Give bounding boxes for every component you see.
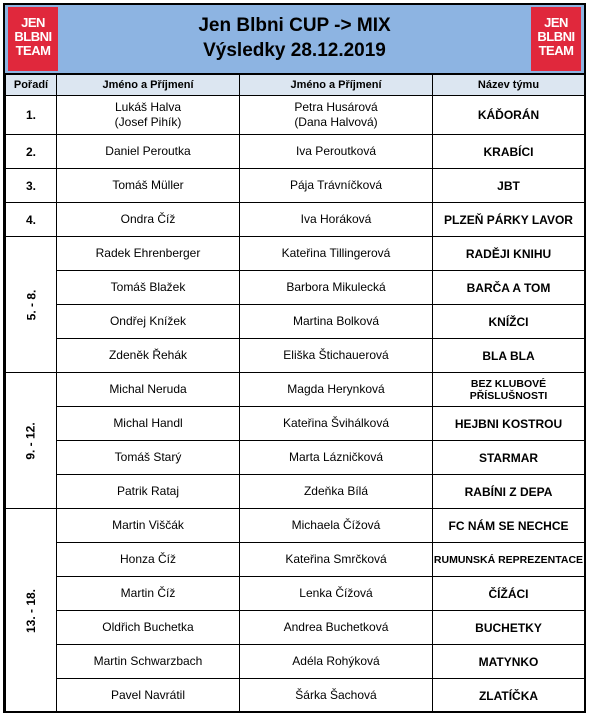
player1-cell <box>57 203 240 237</box>
player1-cell <box>57 543 240 577</box>
team-name-cell: FC NÁM SE NECHCE <box>433 509 585 543</box>
player2-cell <box>240 135 433 169</box>
results-sheet <box>3 3 586 713</box>
player1-cell <box>57 577 240 611</box>
team-name-cell: STARMAR <box>433 441 585 475</box>
player-name: Iva Horáková <box>300 212 372 226</box>
player1-cell <box>57 271 240 305</box>
player-name: Kateřina Tillingerová <box>281 246 391 260</box>
player-name: Lukáš Halva <box>114 100 182 114</box>
team-name-cell: BEZ KLUBOVÉ PŘÍSLUŠNOSTI <box>433 373 585 407</box>
column-header-player1: Jméno a Příjmení <box>57 75 240 96</box>
player2-cell <box>240 373 433 407</box>
table-row <box>6 96 585 135</box>
player2-cell <box>240 577 433 611</box>
logo-line: TEAM <box>538 43 574 58</box>
page-title: Jen Blbni CUP -> MIX <box>198 15 391 36</box>
team-name-cell: RABÍNI Z DEPA <box>433 475 585 509</box>
team-name-cell: MATYNKO <box>433 645 585 679</box>
player-name: Michal Neruda <box>109 382 187 396</box>
results-body <box>6 96 585 713</box>
player-name: Martina Bolková <box>292 314 380 328</box>
player-name: Ondřej Knížek <box>109 314 187 328</box>
player-name: Pavel Navrátil <box>110 688 186 702</box>
rank-label: 2. <box>25 144 36 159</box>
player-name: Honza Číž <box>119 552 177 566</box>
rank-cell <box>6 169 57 203</box>
table-row <box>6 611 585 645</box>
player-name: Zdeněk Řehák <box>108 348 188 362</box>
player2-cell <box>240 441 433 475</box>
player1-cell <box>57 339 240 373</box>
team-name-cell: KÁĎORÁN <box>433 96 585 135</box>
results-table <box>5 74 585 713</box>
player-name: Marta Lázničková <box>288 450 384 464</box>
rank-label: 4. <box>25 212 36 227</box>
player-name: Pája Trávníčková <box>289 178 383 192</box>
player-name: Šárka Šachová <box>295 688 377 702</box>
logo-line: BLBNI <box>14 29 52 44</box>
player-name: Eliška Štichauerová <box>283 348 389 362</box>
player1-cell <box>57 407 240 441</box>
team-logo-left <box>8 7 58 71</box>
column-header-player2: Jméno a Příjmení <box>240 75 433 96</box>
table-row <box>6 237 585 271</box>
player-name: Tomáš Blažek <box>110 280 186 294</box>
player2-cell <box>240 271 433 305</box>
player1-cell <box>57 305 240 339</box>
player-name: Petra Husárová <box>294 100 378 114</box>
table-row <box>6 441 585 475</box>
player-name: Michaela Čížová <box>291 518 381 532</box>
rank-label: 1. <box>25 108 36 122</box>
player-name: Zdeňka Bílá <box>303 484 369 498</box>
player2-cell <box>240 611 433 645</box>
table-row <box>6 509 585 543</box>
team-name-cell: BLA BLA <box>433 339 585 373</box>
player-name: Oldřich Buchetka <box>102 620 194 634</box>
column-header-row <box>6 75 585 96</box>
player2-cell <box>240 645 433 679</box>
table-row <box>6 339 585 373</box>
rank-label: 13. - 18. <box>24 588 38 633</box>
player2-cell <box>240 169 433 203</box>
player2-cell <box>240 679 433 713</box>
player1-cell <box>57 645 240 679</box>
player2-cell <box>240 96 433 135</box>
table-row <box>6 271 585 305</box>
player-name: Kateřina Smrčková <box>285 552 387 566</box>
player-name: Tomáš Starý <box>114 450 182 464</box>
player-name: Magda Herynková <box>287 382 385 396</box>
player1-cell <box>57 237 240 271</box>
player1-cell <box>57 135 240 169</box>
team-name-cell: RUMUNSKÁ REPREZENTACE <box>433 543 585 577</box>
team-logo-right <box>531 7 581 71</box>
table-row <box>6 407 585 441</box>
player1-cell <box>57 679 240 713</box>
player-name: Barbora Mikulecká <box>286 280 386 294</box>
player1-cell <box>57 373 240 407</box>
team-name-cell: PLZEŇ PÁRKY LAVOR <box>433 203 585 237</box>
team-name-cell: RADĚJI KNIHU <box>433 237 585 271</box>
player-name: Ondra Číž <box>120 212 176 226</box>
team-name-cell: KNÍŽCI <box>433 305 585 339</box>
rank-cell <box>6 237 57 373</box>
player-name: Lenka Čížová <box>299 586 373 600</box>
table-row <box>6 135 585 169</box>
player-name: Andrea Buchetková <box>283 620 389 634</box>
team-name-cell: BARČA A TOM <box>433 271 585 305</box>
player2-cell <box>240 543 433 577</box>
player1-cell <box>57 169 240 203</box>
rank-cell <box>6 373 57 509</box>
rank-label: 9. - 12. <box>23 421 38 460</box>
player2-cell <box>240 475 433 509</box>
rank-cell <box>6 509 57 713</box>
player2-cell <box>240 339 433 373</box>
rank-cell <box>6 96 57 135</box>
player2-cell <box>240 407 433 441</box>
player-substitute: (Josef Pihík) <box>114 115 182 129</box>
player1-cell <box>57 475 240 509</box>
header-banner <box>5 5 584 74</box>
logo-line: BLBNI <box>537 29 575 44</box>
player-name: Radek Ehrenberger <box>95 246 201 260</box>
team-name-cell: ČÍŽÁCI <box>433 577 585 611</box>
player1-cell <box>57 96 240 135</box>
table-row <box>6 475 585 509</box>
team-name-cell: HEJBNI KOSTROU <box>433 407 585 441</box>
table-row <box>6 373 585 407</box>
team-name-cell: KRABÍCI <box>433 135 585 169</box>
team-name-cell: BUCHETKY <box>433 611 585 645</box>
table-row <box>6 543 585 577</box>
player-name: Daniel Peroutka <box>105 144 191 158</box>
player-name: Martin Číž <box>120 586 176 600</box>
player1-cell <box>57 441 240 475</box>
player-name: Martin Schwarzbach <box>93 654 203 668</box>
logo-line: JEN <box>544 15 568 30</box>
player-substitute: (Dana Halvová) <box>294 115 378 129</box>
player1-cell <box>57 509 240 543</box>
player2-cell <box>240 509 433 543</box>
player2-cell <box>240 237 433 271</box>
player-name: Tomáš Müller <box>112 178 184 192</box>
player-name: Kateřina Švihálková <box>282 416 390 430</box>
team-name-cell: ZLATÍČKA <box>433 679 585 713</box>
table-row <box>6 645 585 679</box>
page-subtitle: Výsledky 28.12.2019 <box>203 40 386 61</box>
table-row <box>6 203 585 237</box>
column-header-rank: Pořadí <box>6 75 57 96</box>
player-name: Patrik Rataj <box>116 484 180 498</box>
player-name: Michal Handl <box>113 416 183 430</box>
player-name: Adéla Rohýková <box>292 654 380 668</box>
rank-label: 3. <box>25 178 36 193</box>
column-header-team: Název týmu <box>433 75 585 96</box>
player1-cell <box>57 611 240 645</box>
rank-cell <box>6 203 57 237</box>
player-name: Martin Viščák <box>112 518 184 532</box>
player-name: Iva Peroutková <box>295 144 377 158</box>
table-row <box>6 679 585 713</box>
table-row <box>6 169 585 203</box>
team-name-cell: JBT <box>433 169 585 203</box>
player2-cell <box>240 305 433 339</box>
player2-cell <box>240 203 433 237</box>
table-row <box>6 577 585 611</box>
logo-line: TEAM <box>15 43 51 58</box>
table-row <box>6 305 585 339</box>
rank-cell <box>6 135 57 169</box>
rank-label: 5. - 8. <box>24 289 38 320</box>
logo-line: JEN <box>21 15 45 30</box>
